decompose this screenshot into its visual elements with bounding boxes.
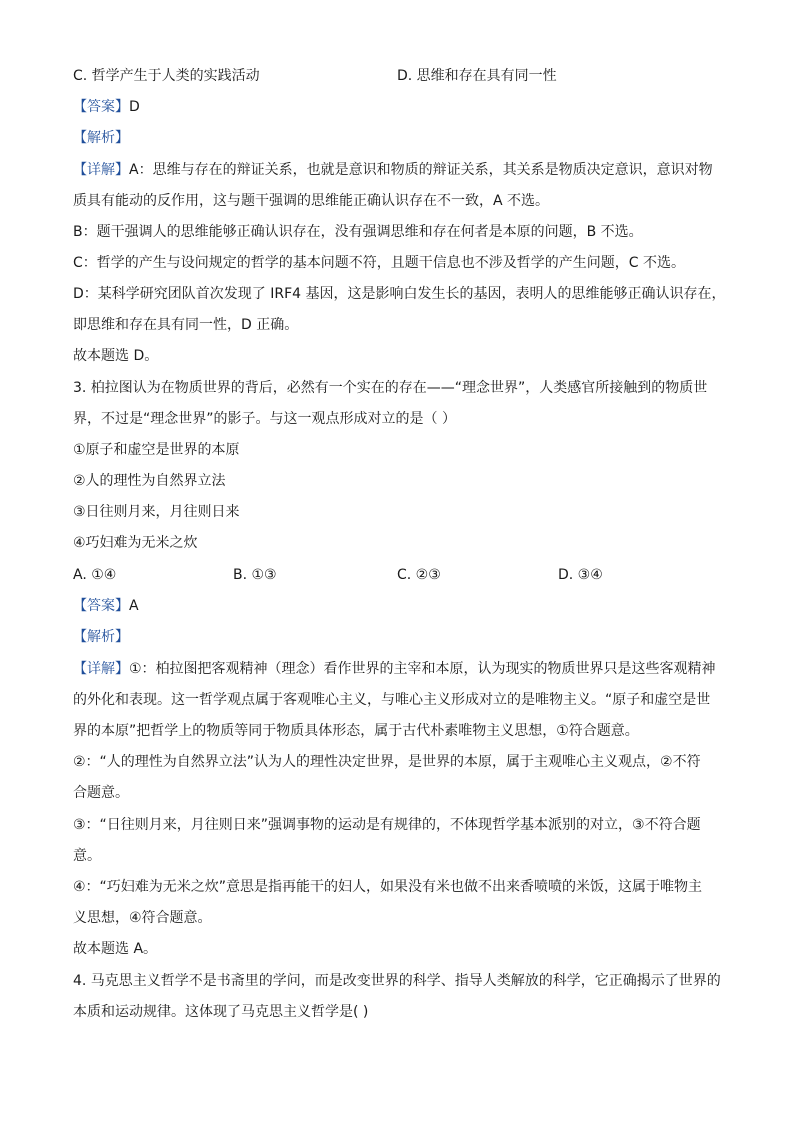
analysis-tag: 【解析】	[73, 130, 129, 146]
q3-stem-line: 界，不过是“理念世界”的影子。与这一观点形成对立的是（ ）	[73, 411, 456, 427]
q3-option-b: B. ①③	[233, 567, 277, 583]
q4-stem-line: 本质和运动规律。这体现了马克思主义哲学是( )	[73, 1004, 369, 1020]
answer-value: D	[129, 99, 140, 115]
q2-detail-line: 质具有能动的反作用，这与题干强调的思维能正确认识存在不一致，A 不选。	[73, 193, 550, 209]
q3-detail-line: 合题意。	[73, 785, 129, 801]
detail-text: A：思维与存在的辩证关系，也就是意识和物质的辩证关系，其关系是物质决定意识，意识对物	[129, 162, 713, 178]
detail-tag: 【详解】	[73, 162, 129, 178]
q3-detail-line: 的外化和表现。这一哲学观点属于客观唯心主义，与唯心主义形成对立的是唯物主义。“原子和虚空是世	[73, 692, 711, 708]
q2-conclusion: 故本题选 D。	[73, 348, 159, 364]
q3-detail-line: 义思想，④符合题意。	[73, 910, 212, 926]
q3-item: ④巧妇难为无米之炊	[73, 535, 198, 551]
analysis-tag: 【解析】	[73, 629, 129, 645]
q2-detail-line: C：哲学的产生与设问规定的哲学的基本问题不符，且题干信息也不涉及哲学的产生问题，C 不选。	[73, 255, 685, 271]
detail-tag: 【详解】	[73, 661, 129, 677]
q3-option-c: C. ②③	[397, 567, 441, 583]
answer-tag: 【答案】	[73, 99, 129, 115]
q3-answer	[73, 596, 139, 616]
answer-tag: 【答案】	[73, 598, 129, 614]
q3-detail-line: ④：“巧妇难为无米之炊”意思是指再能干的妇人，如果没有米也做不出来香喷喷的米饭，这属于唯物主	[73, 879, 703, 895]
q2-option-d: D. 思维和存在具有同一性	[397, 68, 557, 84]
q2-detail-line: D：某科学研究团队首次发现了 IRF4 基因，这是影响白发生长的基因，表明人的思维能够正确认识存在，	[73, 286, 726, 302]
answer-value: A	[129, 598, 139, 614]
q3-detail-line: 意。	[73, 848, 101, 864]
q3-item: ①原子和虚空是世界的本原	[73, 442, 240, 458]
q3-detail-line	[73, 659, 716, 679]
q4-stem-line: 4. 马克思主义哲学不是书斋里的学问，而是改变世界的科学、指导人类解放的科学，它正确揭示了世界的	[73, 973, 721, 989]
q3-detail-line: ③：“日往则月来，月往则日来”强调事物的运动是有规律的，不体现哲学基本派别的对立，③不符合题	[73, 817, 701, 833]
q2-detail-line: B：题干强调人的思维能够正确认识存在，没有强调思维和存在何者是本原的问题，B 不选。	[73, 224, 643, 240]
q3-analysis-tag	[73, 627, 129, 647]
q2-detail-line	[73, 160, 713, 180]
q3-detail-line: ②：“人的理性为自然界立法”认为人的理性决定世界，是世界的本原，属于主观唯心主义观点，②不符	[73, 754, 701, 770]
q3-option-d: D. ③④	[558, 567, 603, 583]
q3-item: ③日往则月来，月往则日来	[73, 504, 240, 520]
q2-answer	[73, 97, 140, 117]
q2-option-c: C. 哲学产生于人类的实践活动	[73, 68, 260, 84]
detail-text: ①：柏拉图把客观精神（理念）看作世界的主宰和本原，认为现实的物质世界只是这些客观精神	[129, 661, 716, 677]
q2-detail-line: 即思维和存在具有同一性，D 正确。	[73, 317, 299, 333]
q3-stem-line: 3. 柏拉图认为在物质世界的背后，必然有一个实在的存在——“理念世界”，人类感官所接触到的物质世	[73, 380, 708, 396]
q3-detail-line: 界的本原”把哲学上的物质等同于物质具体形态，属于古代朴素唯物主义思想，①符合题意。	[73, 723, 639, 739]
q3-item: ②人的理性为自然界立法	[73, 473, 226, 489]
q3-conclusion: 故本题选 A。	[73, 941, 158, 957]
q2-analysis-tag	[73, 128, 129, 148]
q3-option-a: A. ①④	[73, 567, 117, 583]
